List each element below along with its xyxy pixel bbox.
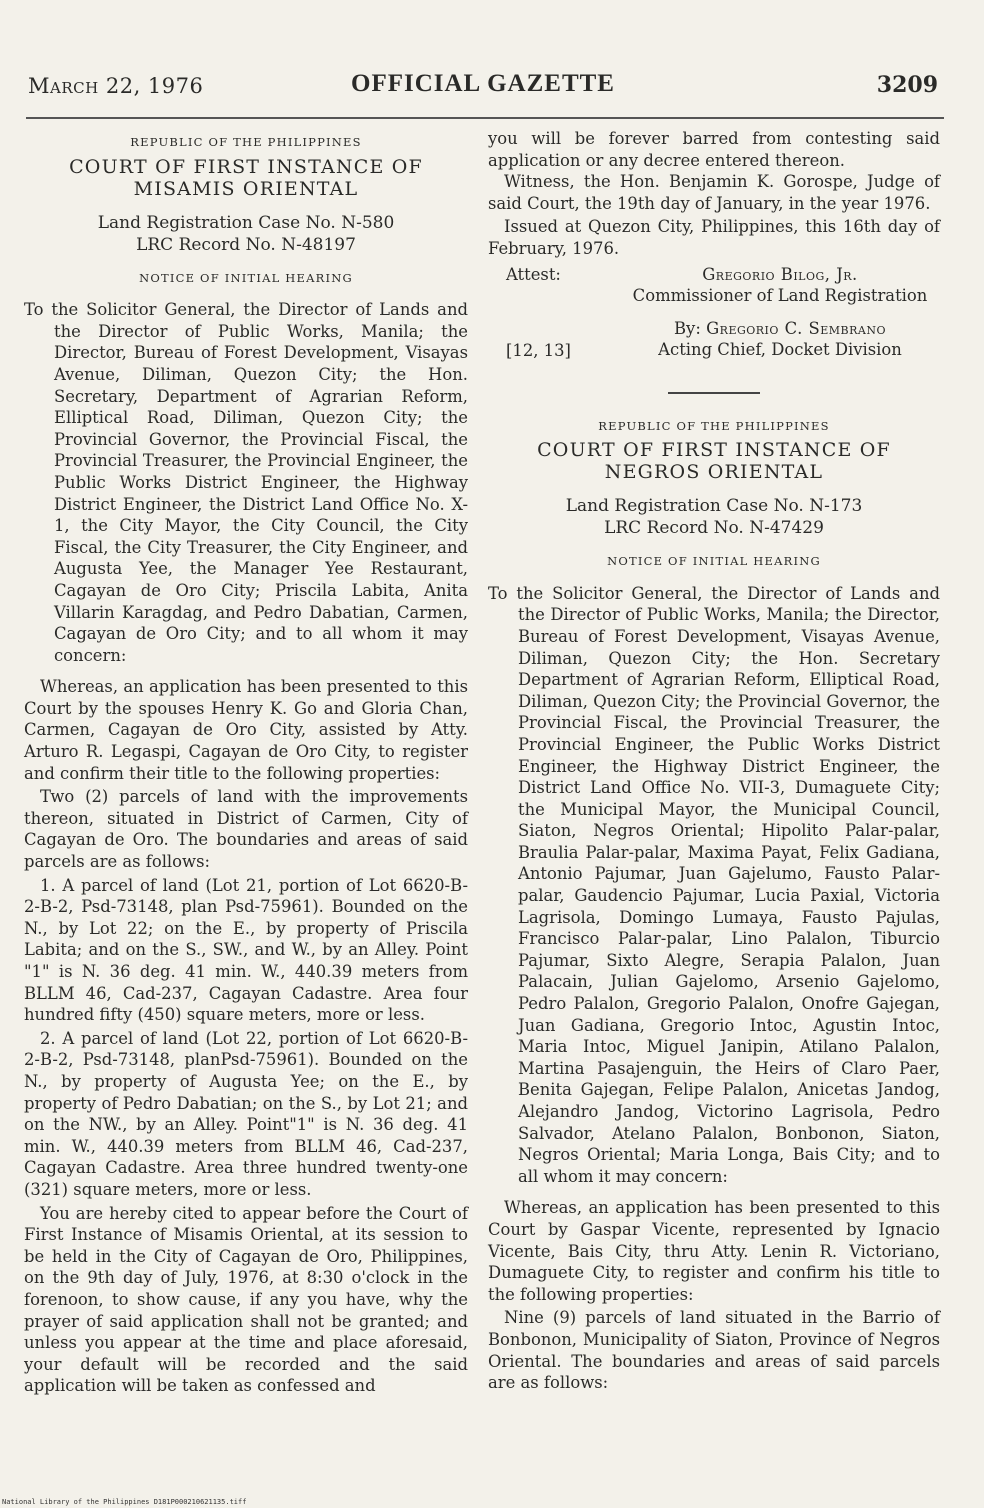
page-header [28,68,938,108]
addressees: To the Solicitor General, the Director of Lands and the Director of Public Works, Manila; the Director, Bureau of Forest Development, Visayas Avenue, Diliman, Quezon City; the Hon. Secretary Department of Agrarian Reform, Elliptical Road, Diliman, Quezon City; the Provincial Governor, the Provincial Fiscal, the Provincial Treasurer, the Provincial Engineer, the Public Works District Engineer, the Highway District Engineer, the District Land Office No. VII-3, Dumaguete City; the Municipal Mayor, the Municipal Council, Siaton, Negros Oriental; Hipolito Palar-palar, Braulia Palar-palar, Maxima Payat, Felix Gadiana, Antonio Pajumar, Juan Gajelumo, Fausto Palar-palar, Gaudencio Pajumar, Lucia Paxial, Victoria Lagrisola, Domingo Lumaya, Fausto Pajulas, Francisco Palar-palar, Lino Palalon, Tiburcio Pajumar, Sixto Alegre, Serapia Palalon, Juan Palacain, Julian Gajelomo, Arsenio Gajelomo, Pedro Palalon, Gregorio Palalon, Onofre Gajegan, Juan Gadiana, Gregorio Intoc, Agustin Intoc, Maria Intoc, Miguel Janipin, Atilano Palalon, Martina Pasajenguin, the Heirs of Claro Paer, Benita Gajegan, Felipe Palalon, Anicetas Jandog, Alejandro Jandog, Victorino Lagrisola, Pedro Salvador, Atelano Palalon, Bonbonon, Siaton, Negros Oriental; Maria Longa, Bais City; and to all whom it may concern: [488,583,940,1186]
scan-footer: National Library of the Philippines D181P000210621135.tiff [2,1498,247,1506]
lrc-record: LRC Record No. N-47429 [604,518,824,539]
signatory-title: Commissioner of Land Registration [632,286,928,306]
court-heading: COURT OF FIRST INSTANCE OF NEGROS ORIENTAL [537,439,891,484]
signatory-name: Gregorio Bilog, Jr. [702,264,858,284]
issue-date: March 22, 1976 [28,74,204,98]
addressees: To the Solicitor General, the Director of Lands and the Director of Public Works, Manila; the Director, Bureau of Forest Development, Visayas Avenue, Diliman, Quezon City; the Hon. Secretary, Department of Agrarian Reform, Elliptical Road, Diliman, Quezon City; the Provincial Governor, the Provincial Fiscal, the Provincial Treasurer, the Provincial Engineer, the Public Works District Engineer, the Highway District Engineer, the District Land Office No. X-1, the City Mayor, the City Council, the City Fiscal, the City Treasurer, the City Engineer, and Augusta Yee, the Manager Yee Restaurant, Cagayan de Oro City; Priscila Labita, Anita Villarin Karagdag, and Pedro Dabatian, Carmen, Cagayan de Oro City; and to all whom it may concern: [24,300,468,665]
case-number: Land Registration Case No. N-580 [97,212,395,233]
issue-reference: [12, 13] [506,340,571,360]
page-number: 3209 [876,72,938,98]
signatory-title: Acting Chief, Docket Division [658,340,902,360]
signatory-commissioner [620,264,940,307]
attest-label: Attest: [506,264,561,284]
paragraph: 1. A parcel of land (Lot 21, portion of Lot 6620-B-2-B-2, Psd-73148, plan Psd-75961). Bounded on the N., by Lot 22; on the E., by property of Priscila Labita; and on the S., SW., and W., by an Alley. Point "1" is N. 36 deg. 41 min. W., 440.39 meters from BLLM 46, Cad-237, Cagayan Cadastre. Area four hundred fifty (450) square meters, more or less. [24,875,468,1025]
republic-heading: REPUBLIC OF THE PHILIPPINES [598,418,830,433]
signatory-docket [620,318,940,361]
right-column [488,128,940,1396]
paragraph: you will be forever barred from contesting said application or any decree entered thereon. [488,129,940,170]
paragraph: 2. A parcel of land (Lot 22, portion of Lot 6620-B-2-B-2, Psd-73148, planPsd-75961). Bounded on the N., by property of Augusta Yee; on the E., by property of Pedro Dabatian; on the S., by Lot 21; and on the NW., by an Alley. Point"1" is N. 36 deg. 41 min. W., 440.39 meters from BLLM 46, Cad-237, Cagayan Cadastre. Area three hundred twenty-one (321) square meters, more or less. [24,1028,468,1199]
paragraph: Nine (9) parcels of land situated in the Barrio of Bonbonon, Municipality of Siaton, Province of Negros Oriental. The boundaries and areas of said parcels are as follows: [488,1308,940,1393]
paragraph: Two (2) parcels of land with the improvements thereon, situated in District of Carmen, City of Cagayan de Oro. The boundaries and areas of said parcels are as follows: [24,787,468,872]
section-divider [668,392,760,394]
attestation-block [488,264,940,360]
case-number: Land Registration Case No. N-173 [565,496,863,517]
paragraph: Whereas, an application has been presented to this Court by the spouses Henry K. Go and Gloria Chan, Carmen, Cagayan de Oro City, assisted by Atty. Arturo R. Legaspi, Cagayan de Oro City, to register and confirm their title to the following properties: [24,677,468,783]
gazette-title: OFFICIAL GAZETTE [351,70,615,97]
paragraph: Witness, the Hon. Benjamin K. Gorospe, Judge of said Court, the 19th day of January, in the year 1976. [488,172,940,213]
header-rule [26,117,944,119]
lrc-record: LRC Record No. N-48197 [136,234,356,255]
paragraph: Issued at Quezon City, Philippines, this 16th day of February, 1976. [488,217,940,258]
court-heading: COURT OF FIRST INSTANCE OF MISAMIS ORIENTAL [69,155,423,200]
paragraph: Whereas, an application has been presented to this Court by Gaspar Vicente, represented by Ignacio Vicente, Bais City, thru Atty. Lenin R. Victoriano, Dumaguete City, to register and confirm his title to the following properties: [488,1198,940,1304]
left-column [24,128,468,1399]
notice-heading: NOTICE OF INITIAL HEARING [607,554,821,569]
by-label: By: [674,318,701,338]
paragraph: You are hereby cited to appear before the Court of First Instance of Misamis Oriental, at its session to be held in the City of Cagayan de Oro, Philippines, on the 9th day of July, 1976, at 8:30 o'clock in the forenoon, to show cause, if any you have, why the prayer of said application shall not be granted; and unless you appear at the time and place aforesaid, your default will be recorded and the said application will be taken as confessed and [24,1203,468,1396]
republic-heading: REPUBLIC OF THE PHILIPPINES [130,135,362,149]
signatory-name: Gregorio C. Sembrano [706,318,886,338]
notice-heading: NOTICE OF INITIAL HEARING [139,270,353,285]
